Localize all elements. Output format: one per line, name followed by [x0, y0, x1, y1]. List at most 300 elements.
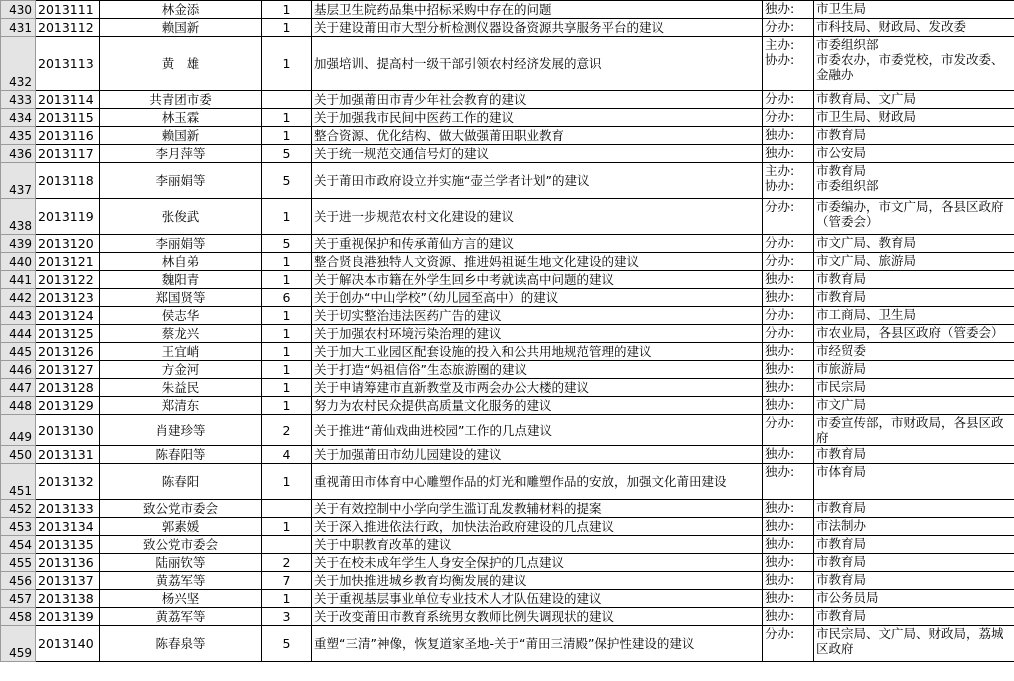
handling-mode-cell[interactable] [763, 253, 814, 271]
proposal-title-cell[interactable]: 重视莆田市体育中心雕塑作品的灯光和雕塑作品的安放，加强文化莆田建设 [312, 464, 763, 500]
handling-unit-cell[interactable] [814, 289, 1014, 307]
row-header[interactable]: 458 [1, 608, 36, 626]
count-cell[interactable] [262, 91, 312, 109]
proposer-cell[interactable]: 郑清东 [100, 397, 262, 415]
table-row [1, 500, 1014, 518]
row-header[interactable]: 453 [1, 518, 36, 536]
handling-mode-cell[interactable] [763, 199, 814, 235]
handling-mode-cell[interactable] [763, 325, 814, 343]
proposal-title-cell[interactable]: 关于在校未成年学生人身安全保护的几点建议 [312, 554, 763, 572]
proposal-title-cell[interactable]: 关于打造“妈祖信俗”生态旅游圈的建议 [312, 361, 763, 379]
proposer-cell[interactable]: 李月萍等 [100, 145, 262, 163]
handling-unit-cell[interactable] [814, 1, 1014, 19]
handling-unit-text: 市文广局、旅游局 [816, 253, 917, 268]
proposal-title-cell[interactable]: 关于重视保护和传承莆仙方言的建议 [312, 235, 763, 253]
handling-mode-cell[interactable] [763, 379, 814, 397]
count-cell[interactable]: 6 [262, 289, 312, 307]
handling-mode-cell[interactable] [763, 554, 814, 572]
count-cell[interactable] [262, 500, 312, 518]
count-cell[interactable]: 2 [262, 415, 312, 446]
proposal-code-cell[interactable]: 2013132 [36, 464, 100, 500]
row-header[interactable]: 459 [1, 626, 36, 662]
proposer-cell[interactable]: 郭素媛 [100, 518, 262, 536]
proposer-cell[interactable]: 李丽娟等 [100, 235, 262, 253]
handling-mode-label: 独办: [765, 500, 795, 515]
row-header[interactable]: 446 [1, 361, 36, 379]
handling-mode-label: 独办: [765, 518, 795, 533]
row-header[interactable]: 445 [1, 343, 36, 361]
handling-unit-text: 市教育局 [816, 127, 867, 142]
proposer-cell[interactable]: 魏阳青 [100, 271, 262, 289]
handling-unit-text: 市卫生局 [816, 1, 867, 16]
proposal-code-cell[interactable]: 2013140 [36, 626, 100, 662]
proposal-title-cell[interactable]: 关于加强我市民间中医药工作的建议 [312, 109, 763, 127]
proposer-cell[interactable]: 杨兴坚 [100, 590, 262, 608]
count-cell[interactable]: 1 [262, 518, 312, 536]
proposer-cell[interactable]: 陈春阳 [100, 464, 262, 500]
proposal-title-cell[interactable]: 努力为农村民众提供高质量文化服务的建议 [312, 397, 763, 415]
handling-mode-label: 分办: [765, 91, 795, 106]
proposal-title-cell[interactable]: 关于加强农村环境污染治理的建议 [312, 325, 763, 343]
proposal-code-cell[interactable]: 2013122 [36, 271, 100, 289]
table-row [1, 253, 1014, 271]
proposal-title-cell[interactable]: 整合贤良港独特人文资源、推进妈祖诞生地文化建设的建议 [312, 253, 763, 271]
row-header[interactable]: 444 [1, 325, 36, 343]
table-row [1, 289, 1014, 307]
handling-unit-text: 市科技局、财政局、发改委 [816, 19, 967, 34]
proposer-cell[interactable]: 蔡龙兴 [100, 325, 262, 343]
handling-mode-label: 独办: [765, 397, 795, 412]
table-row [1, 536, 1014, 554]
proposal-code-cell[interactable]: 2013130 [36, 415, 100, 446]
handling-unit-text: 市教育局 [816, 554, 867, 569]
table-row [1, 145, 1014, 163]
row-header[interactable]: 431 [1, 19, 36, 37]
proposal-title-cell[interactable]: 关于有效控制中小学向学生滥订乱发教辅材料的提案 [312, 500, 763, 518]
handling-unit-cell[interactable] [814, 446, 1014, 464]
handling-mode-cell[interactable] [763, 37, 814, 91]
count-cell[interactable]: 1 [262, 397, 312, 415]
table-row [1, 127, 1014, 145]
handling-mode-label: 协办: [765, 52, 795, 67]
handling-unit-text: 市教育局 [816, 572, 867, 587]
handling-mode-label: 独办: [765, 379, 795, 394]
proposal-code-cell[interactable]: 2013139 [36, 608, 100, 626]
proposer-cell[interactable]: 共青团市委 [100, 91, 262, 109]
proposal-code-cell[interactable]: 2013114 [36, 91, 100, 109]
handling-unit-text: 市教育局 [816, 446, 867, 461]
handling-unit-cell[interactable] [814, 325, 1014, 343]
row-header[interactable]: 449 [1, 415, 36, 446]
handling-unit-text: 市卫生局、财政局 [816, 109, 917, 124]
handling-unit-cell[interactable] [814, 91, 1014, 109]
proposal-title-cell[interactable]: 重塑“三清”神像，恢复道家圣地-关于“莆田三清殿”保护性建设的建议 [312, 626, 763, 662]
handling-unit-cell[interactable] [814, 199, 1014, 235]
proposer-cell[interactable]: 赖国新 [100, 19, 262, 37]
handling-mode-label: 独办: [765, 1, 795, 16]
handling-unit-text: 市委编办，市文广局，各县区政府（管委会） [816, 199, 1004, 229]
proposer-cell[interactable]: 林金添 [100, 1, 262, 19]
handling-mode-cell[interactable] [763, 500, 814, 518]
handling-mode-label: 协办: [765, 178, 795, 193]
row-header[interactable]: 443 [1, 307, 36, 325]
handling-unit-text: 市文广局、教育局 [816, 235, 917, 250]
proposal-code-cell[interactable]: 2013112 [36, 19, 100, 37]
handling-mode-label: 主办: [765, 37, 795, 52]
proposal-title-cell[interactable]: 关于申请筹建市直新教堂及市两会办公大楼的建议 [312, 379, 763, 397]
count-cell[interactable]: 1 [262, 325, 312, 343]
handling-unit-cell[interactable] [814, 379, 1014, 397]
proposal-title-cell[interactable]: 整合资源、优化结构、做大做强莆田职业教育 [312, 127, 763, 145]
row-header[interactable]: 432 [1, 37, 36, 91]
handling-mode-cell[interactable] [763, 518, 814, 536]
count-cell[interactable]: 1 [262, 1, 312, 19]
handling-unit-text: 市委宣传部，市财政局，各县区政府 [816, 415, 1004, 445]
proposal-title-cell[interactable]: 关于解决本市籍在外学生回乡中考就读高中问题的建议 [312, 271, 763, 289]
row-header[interactable]: 457 [1, 590, 36, 608]
row-header[interactable]: 433 [1, 91, 36, 109]
count-cell[interactable]: 1 [262, 464, 312, 500]
proposal-code-cell[interactable]: 2013117 [36, 145, 100, 163]
count-cell[interactable]: 5 [262, 163, 312, 199]
handling-unit-text: 市教育局 [816, 289, 867, 304]
count-cell[interactable]: 1 [262, 199, 312, 235]
table-row [1, 163, 1014, 199]
proposer-cell[interactable]: 侯志华 [100, 307, 262, 325]
proposal-title-cell[interactable]: 关于进一步规范农村文化建设的建议 [312, 199, 763, 235]
handling-mode-cell[interactable] [763, 91, 814, 109]
table-row [1, 379, 1014, 397]
table-row [1, 397, 1014, 415]
proposal-code-cell[interactable]: 2013126 [36, 343, 100, 361]
table-row [1, 37, 1014, 91]
count-cell[interactable]: 1 [262, 361, 312, 379]
proposer-cell[interactable]: 李丽娟等 [100, 163, 262, 199]
count-cell[interactable]: 5 [262, 145, 312, 163]
proposal-code-cell[interactable]: 2013115 [36, 109, 100, 127]
handling-unit-cell[interactable] [814, 307, 1014, 325]
row-header[interactable]: 451 [1, 464, 36, 500]
handling-unit-cell[interactable] [814, 518, 1014, 536]
proposal-code-cell[interactable]: 2013129 [36, 397, 100, 415]
proposer-cell[interactable]: 黄 雄 [100, 37, 262, 91]
row-header[interactable]: 440 [1, 253, 36, 271]
handling-unit-cell[interactable] [814, 536, 1014, 554]
proposal-title-cell[interactable]: 关于加强莆田市幼儿园建设的建议 [312, 446, 763, 464]
handling-unit-text: 市法制办 [816, 518, 867, 533]
count-cell[interactable]: 1 [262, 343, 312, 361]
handling-mode-cell[interactable] [763, 271, 814, 289]
handling-mode-cell[interactable] [763, 343, 814, 361]
handling-mode-cell[interactable] [763, 109, 814, 127]
proposer-cell[interactable]: 致公党市委会 [100, 536, 262, 554]
handling-unit-cell[interactable] [814, 554, 1014, 572]
proposal-title-cell[interactable]: 关于深入推进依法行政，加快法治政府建设的几点建议 [312, 518, 763, 536]
count-cell[interactable]: 1 [262, 253, 312, 271]
count-cell[interactable]: 4 [262, 446, 312, 464]
proposal-title-cell[interactable]: 关于统一规范交通信号灯的建议 [312, 145, 763, 163]
handling-mode-label: 分办: [765, 253, 795, 268]
count-cell[interactable]: 7 [262, 572, 312, 590]
handling-unit-cell[interactable] [814, 343, 1014, 361]
row-header[interactable]: 456 [1, 572, 36, 590]
handling-mode-label: 分办: [765, 307, 795, 322]
proposer-cell[interactable]: 赖国新 [100, 127, 262, 145]
proposal-title-cell[interactable]: 关于加快推进城乡教育均衡发展的建议 [312, 572, 763, 590]
table-row [1, 1, 1014, 19]
handling-unit-cell[interactable] [814, 163, 1014, 199]
row-header[interactable]: 441 [1, 271, 36, 289]
handling-unit-cell[interactable] [814, 361, 1014, 379]
handling-mode-cell[interactable] [763, 163, 814, 199]
count-cell[interactable]: 1 [262, 37, 312, 91]
proposal-title-cell[interactable]: 关于创办“中山学校”（幼儿园至高中）的建议 [312, 289, 763, 307]
handling-mode-label: 独办: [765, 289, 795, 304]
count-cell[interactable]: 5 [262, 626, 312, 662]
row-header[interactable]: 454 [1, 536, 36, 554]
table-row [1, 518, 1014, 536]
proposal-title-cell[interactable]: 关于加强莆田市青少年社会教育的建议 [312, 91, 763, 109]
handling-mode-label: 独办: [765, 536, 795, 551]
handling-mode-label: 独办: [765, 554, 795, 569]
handling-mode-label: 独办: [765, 343, 795, 358]
handling-unit-text: 市工商局、卫生局 [816, 307, 917, 322]
proposal-code-cell[interactable]: 2013138 [36, 590, 100, 608]
proposer-cell[interactable]: 林自弟 [100, 253, 262, 271]
handling-mode-cell[interactable] [763, 307, 814, 325]
handling-mode-cell[interactable] [763, 19, 814, 37]
row-header[interactable]: 430 [1, 1, 36, 19]
handling-mode-label: 分办: [765, 199, 795, 214]
proposal-code-cell[interactable]: 2013127 [36, 361, 100, 379]
handling-unit-text: 市教育局 [816, 500, 867, 515]
handling-mode-cell[interactable] [763, 289, 814, 307]
handling-mode-cell[interactable] [763, 235, 814, 253]
row-header[interactable]: 450 [1, 446, 36, 464]
handling-unit-text: 市教育局、文广局 [816, 91, 917, 106]
row-header[interactable]: 434 [1, 109, 36, 127]
proposal-title-cell[interactable]: 关于加大工业园区配套设施的投入和公共用地规范管理的建议 [312, 343, 763, 361]
table-row [1, 464, 1014, 500]
table-row [1, 590, 1014, 608]
proposer-cell[interactable]: 方金河 [100, 361, 262, 379]
handling-unit-cell[interactable] [814, 590, 1014, 608]
handling-mode-label: 独办: [765, 590, 795, 605]
table-body [1, 1, 1014, 662]
handling-mode-cell[interactable] [763, 145, 814, 163]
count-cell[interactable]: 2 [262, 554, 312, 572]
handling-mode-cell[interactable] [763, 446, 814, 464]
proposal-code-cell[interactable]: 2013111 [36, 1, 100, 19]
handling-mode-cell[interactable] [763, 1, 814, 19]
proposer-cell[interactable]: 郑国贤等 [100, 289, 262, 307]
handling-unit-cell[interactable] [814, 235, 1014, 253]
handling-mode-cell[interactable] [763, 361, 814, 379]
proposal-code-cell[interactable]: 2013131 [36, 446, 100, 464]
proposal-code-cell[interactable]: 2013123 [36, 289, 100, 307]
handling-mode-label: 独办: [765, 361, 795, 376]
proposer-cell[interactable]: 陈春阳等 [100, 446, 262, 464]
count-cell[interactable] [262, 536, 312, 554]
handling-unit-text: 市体育局 [816, 464, 867, 479]
count-cell[interactable]: 1 [262, 19, 312, 37]
handling-mode-cell[interactable] [763, 397, 814, 415]
proposal-code-cell[interactable]: 2013134 [36, 518, 100, 536]
table-row [1, 235, 1014, 253]
table-row [1, 572, 1014, 590]
table-row [1, 415, 1014, 446]
handling-unit-cell[interactable] [814, 109, 1014, 127]
row-header[interactable]: 437 [1, 163, 36, 199]
handling-mode-cell[interactable] [763, 608, 814, 626]
handling-mode-label: 独办: [765, 271, 795, 286]
count-cell[interactable]: 1 [262, 379, 312, 397]
table-row [1, 626, 1014, 662]
handling-unit-text: 市教育局 [816, 536, 867, 551]
row-header[interactable]: 447 [1, 379, 36, 397]
proposer-cell[interactable]: 张俊武 [100, 199, 262, 235]
handling-unit-text: 市文广局 [816, 397, 867, 412]
row-header[interactable]: 448 [1, 397, 36, 415]
proposer-cell[interactable]: 黄荔军等 [100, 572, 262, 590]
proposer-cell[interactable]: 肖建珍等 [100, 415, 262, 446]
proposal-title-cell[interactable]: 关于改变莆田市教育系统男女教师比例失调现状的建议 [312, 608, 763, 626]
handling-unit-cell[interactable] [814, 19, 1014, 37]
handling-unit-cell[interactable] [814, 500, 1014, 518]
table-row [1, 271, 1014, 289]
proposer-cell[interactable]: 陈春泉等 [100, 626, 262, 662]
proposal-title-cell[interactable]: 关于莆田市政府设立并实施“壶兰学者计划”的建议 [312, 163, 763, 199]
proposal-code-cell[interactable]: 2013125 [36, 325, 100, 343]
row-header[interactable]: 436 [1, 145, 36, 163]
table-row [1, 325, 1014, 343]
handling-unit-cell[interactable] [814, 253, 1014, 271]
count-cell[interactable]: 5 [262, 235, 312, 253]
proposal-code-cell[interactable]: 2013120 [36, 235, 100, 253]
count-cell[interactable]: 1 [262, 271, 312, 289]
proposer-cell[interactable]: 林玉霖 [100, 109, 262, 127]
handling-unit-cell[interactable] [814, 415, 1014, 446]
handling-unit-text: 市民宗局 [816, 379, 867, 394]
count-cell[interactable]: 1 [262, 307, 312, 325]
handling-unit-cell[interactable] [814, 608, 1014, 626]
handling-mode-label: 独办: [765, 446, 795, 461]
handling-unit-text: 市农业局，各县区政府（管委会） [816, 325, 1004, 340]
row-header[interactable]: 455 [1, 554, 36, 572]
handling-mode-cell[interactable] [763, 415, 814, 446]
proposal-code-cell[interactable]: 2013116 [36, 127, 100, 145]
handling-unit-text: 市委组织部 [816, 37, 879, 52]
proposal-title-cell[interactable]: 关于重视基层事业单位专业技术人才队伍建设的建议 [312, 590, 763, 608]
handling-mode-cell[interactable] [763, 536, 814, 554]
handling-unit-cell[interactable] [814, 127, 1014, 145]
count-cell[interactable]: 1 [262, 127, 312, 145]
handling-unit-text: 市民宗局、文广局、财政局，荔城区政府 [816, 626, 1004, 656]
proposer-cell[interactable]: 陆丽钦等 [100, 554, 262, 572]
handling-unit-cell[interactable] [814, 626, 1014, 662]
handling-mode-label: 分办: [765, 325, 795, 340]
count-cell[interactable]: 1 [262, 590, 312, 608]
table-row [1, 608, 1014, 626]
proposal-title-cell[interactable]: 基层卫生院药品集中招标采购中存在的问题 [312, 1, 763, 19]
handling-mode-label: 独办: [765, 608, 795, 623]
proposer-cell[interactable]: 黄荔军等 [100, 608, 262, 626]
handling-unit-text: 市公务员局 [816, 590, 879, 605]
table-row [1, 91, 1014, 109]
handling-mode-label: 分办: [765, 415, 795, 430]
table-row [1, 554, 1014, 572]
handling-mode-cell[interactable] [763, 464, 814, 500]
handling-unit-cell[interactable] [814, 397, 1014, 415]
proposer-cell[interactable]: 致公党市委会 [100, 500, 262, 518]
row-header[interactable]: 438 [1, 199, 36, 235]
handling-mode-label: 独办: [765, 464, 795, 479]
proposal-code-cell[interactable]: 2013121 [36, 253, 100, 271]
table-row [1, 307, 1014, 325]
row-header[interactable]: 452 [1, 500, 36, 518]
handling-mode-cell[interactable] [763, 572, 814, 590]
row-header[interactable]: 435 [1, 127, 36, 145]
handling-mode-label: 分办: [765, 626, 795, 641]
handling-unit-cell[interactable] [814, 145, 1014, 163]
proposal-code-cell[interactable]: 2013113 [36, 37, 100, 91]
proposal-title-cell[interactable]: 关于推进“莆仙戏曲进校园”工作的几点建议 [312, 415, 763, 446]
table-row [1, 446, 1014, 464]
handling-unit-text: 市委农办，市委党校，市发改委、金融办 [816, 52, 1004, 82]
handling-mode-label: 主办: [765, 163, 795, 178]
handling-unit-text: 市教育局 [816, 163, 867, 178]
handling-mode-label: 独办: [765, 145, 795, 160]
row-header[interactable]: 439 [1, 235, 36, 253]
proposal-code-cell[interactable]: 2013133 [36, 500, 100, 518]
handling-unit-text: 市教育局 [816, 271, 867, 286]
proposal-title-cell[interactable]: 关于建设莆田市大型分析检测仪器设备资源共享服务平台的建议 [312, 19, 763, 37]
handling-unit-text: 市旅游局 [816, 361, 867, 376]
proposal-title-cell[interactable]: 关于中职教育改革的建议 [312, 536, 763, 554]
proposal-title-cell[interactable]: 加强培训、提高村一级干部引领农村经济发展的意识 [312, 37, 763, 91]
row-header[interactable]: 442 [1, 289, 36, 307]
handling-unit-text: 市经贸委 [816, 343, 867, 358]
proposal-code-cell[interactable]: 2013128 [36, 379, 100, 397]
proposal-code-cell[interactable]: 2013124 [36, 307, 100, 325]
table-row [1, 19, 1014, 37]
proposal-code-cell[interactable]: 2013137 [36, 572, 100, 590]
proposer-cell[interactable]: 王宜峭 [100, 343, 262, 361]
handling-unit-cell[interactable] [814, 464, 1014, 500]
handling-unit-cell[interactable] [814, 37, 1014, 91]
handling-unit-cell[interactable] [814, 572, 1014, 590]
handling-mode-cell[interactable] [763, 590, 814, 608]
handling-unit-text: 市教育局 [816, 608, 867, 623]
proposal-code-cell[interactable]: 2013118 [36, 163, 100, 199]
count-cell[interactable]: 1 [262, 109, 312, 127]
proposal-code-cell[interactable]: 2013135 [36, 536, 100, 554]
count-cell[interactable]: 3 [262, 608, 312, 626]
handling-mode-label: 独办: [765, 572, 795, 587]
handling-unit-text: 市委组织部 [816, 178, 879, 193]
handling-mode-cell[interactable] [763, 626, 814, 662]
handling-mode-label: 独办: [765, 127, 795, 142]
proposal-code-cell[interactable]: 2013136 [36, 554, 100, 572]
table-row [1, 199, 1014, 235]
proposal-title-cell[interactable]: 关于切实整治违法医药广告的建议 [312, 307, 763, 325]
proposal-code-cell[interactable]: 2013119 [36, 199, 100, 235]
handling-unit-cell[interactable] [814, 271, 1014, 289]
proposer-cell[interactable]: 朱益民 [100, 379, 262, 397]
handling-unit-text: 市公安局 [816, 145, 867, 160]
table-row [1, 343, 1014, 361]
handling-mode-cell[interactable] [763, 127, 814, 145]
